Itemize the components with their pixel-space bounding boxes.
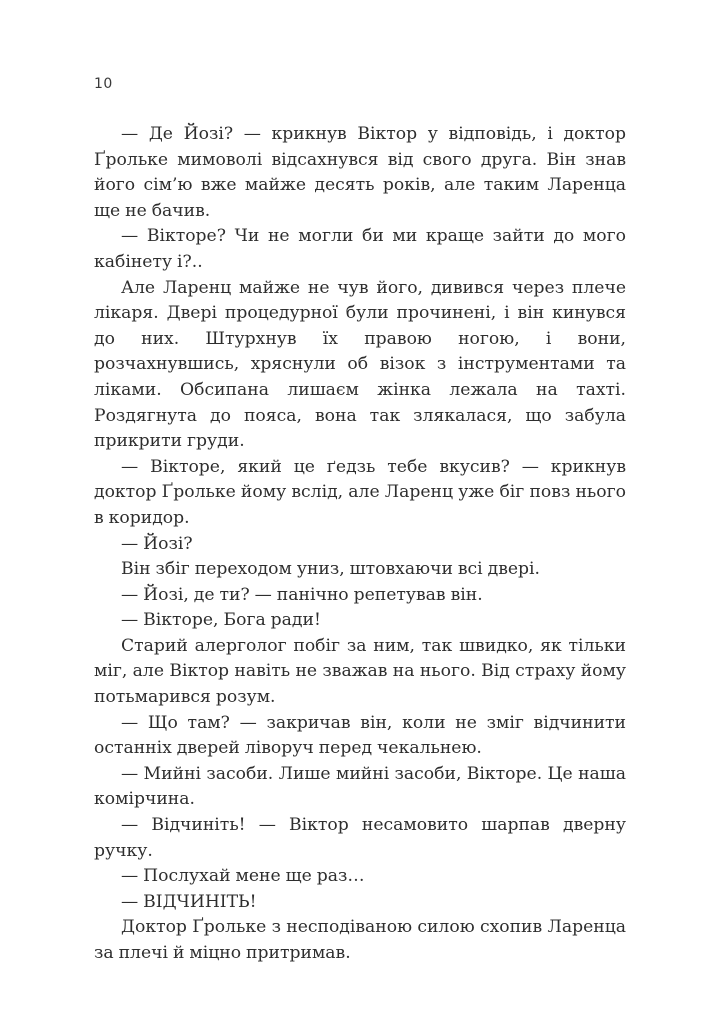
page-number: 10 — [94, 76, 113, 92]
paragraph: — Вікторе? Чи не могли би ми краще зайти до мого кабінету і?.. — [94, 226, 626, 272]
paragraph: Старий алерголог побіг за ним, так швидко, як тільки міг, але Віктор навіть не зважав на нього. Від страху йому потьмарився розум. — [94, 635, 626, 708]
paragraph: Але Ларенц майже не чув його, дивився через плече лікаря. Двері процедурної були прочинені, і він кинувся до них. Штурхнув їх правою ногою, і вони, розчахнувшись, хряснули об візок з інструментами та ліками. Обсипана лишаєм жінка лежала на тахті. Роздягнута до пояса, вона так злякалася, що забула прикрити груди. — [94, 277, 626, 452]
paragraph: — Де Йозі? — крикнув Віктор у відповідь, і доктор Ґрольке мимоволі відсахнувся від свого друга. Він знав його сім’ю вже майже десять років, але таким Ларенца ще не бачив. — [94, 124, 626, 221]
paragraph: — Вікторе, Бога ради! — [121, 610, 321, 631]
paragraph: — Йозі, де ти? — панічно репетував він. — [121, 584, 483, 605]
paragraph: — Йозі? — [121, 533, 193, 554]
paragraph: — Відчиніть! — Віктор несамовито шарпав дверну ручку. — [94, 815, 626, 861]
body-text — [94, 122, 626, 967]
paragraph: Доктор Ґрольке з несподіваною силою схопив Ларенца за плечі й міцно притримав. — [94, 917, 626, 963]
paragraph: Він збіг переходом униз, штовхаючи всі двері. — [121, 559, 541, 580]
paragraph: — Що там? — закричав він, коли не зміг відчинити останніх дверей ліворуч перед чекальнею. — [94, 712, 626, 759]
paragraph: — Мийні засоби. Лише мийні засоби, Вікторе. Це наша комірчина. — [94, 763, 626, 810]
paragraph: — Вікторе, який це ґедзь тебе вкусив? — крикнув доктор Ґрольке йому вслід, але Ларенц уже біг повз нього в коридор. — [94, 456, 626, 528]
paragraph: — ВІДЧИНІТЬ! — [121, 891, 257, 912]
paragraph: — Послухай мене ще раз… — [121, 866, 365, 887]
